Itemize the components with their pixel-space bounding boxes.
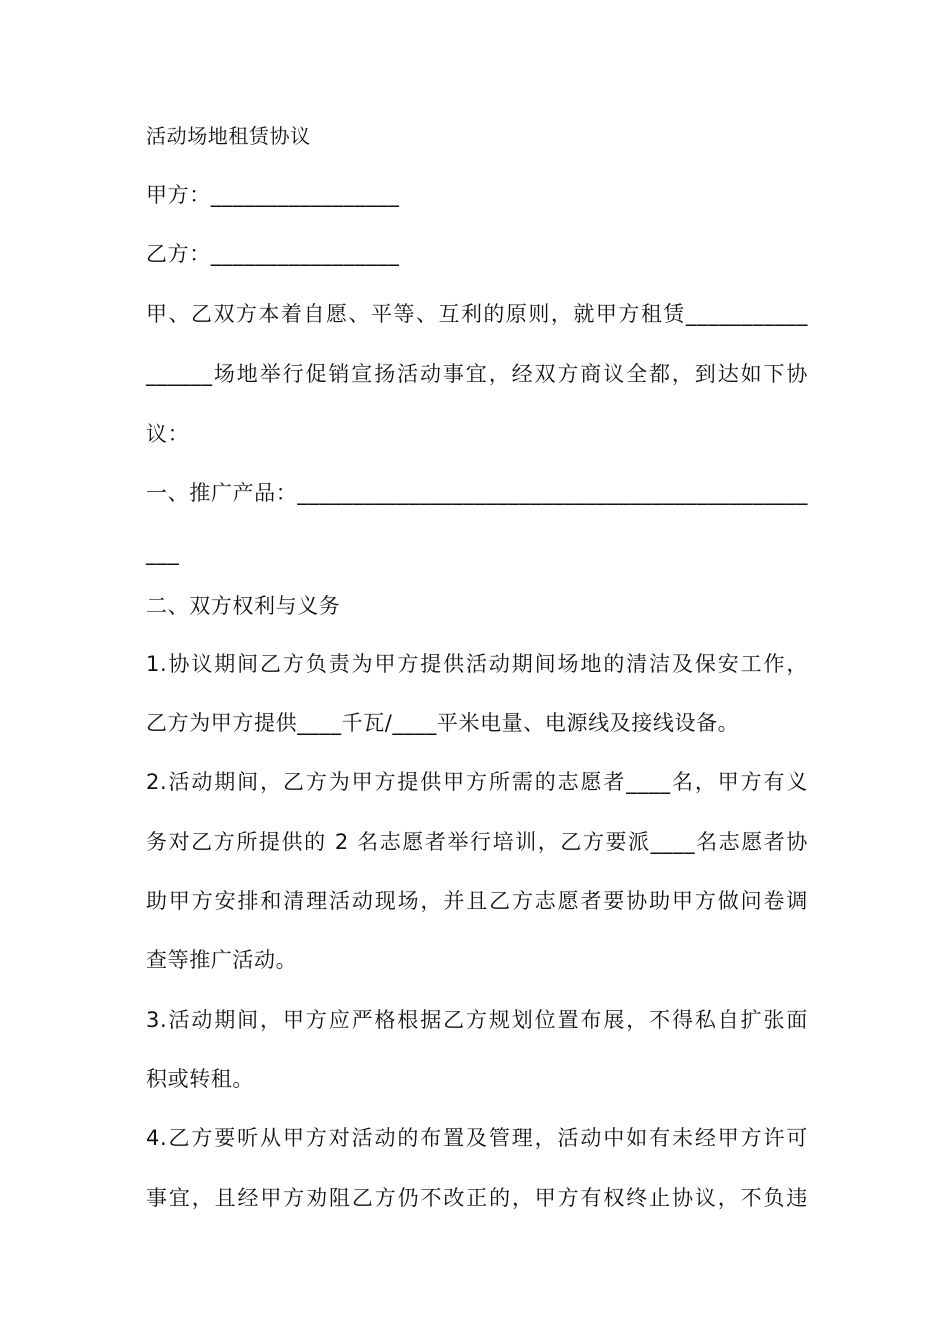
intro-line-1: 甲、乙双方本着自愿、平等、互利的原则，就甲方租赁___________	[146, 302, 808, 326]
intro-line-3: 议：	[146, 422, 190, 446]
section1-line-2: ___	[146, 541, 180, 565]
item3-line-2: 积或转租。	[146, 1067, 254, 1091]
item2-line-4: 查等推广活动。	[146, 948, 298, 972]
intro-line-2: ______场地举行促销宣扬活动事宜，经双方商议全都，到达如下协	[146, 362, 808, 386]
item1-line-2: 乙方为甲方提供____千瓦/____平米电量、电源线及接线设备。	[146, 711, 740, 735]
item2-line-1: 2.活动期间，乙方为甲方提供甲方所需的志愿者____名，甲方有义	[146, 770, 808, 794]
item2-line-3: 助甲方安排和清理活动现场，并且乙方志愿者要协助甲方做问卷调	[146, 889, 808, 913]
section2-heading: 二、双方权利与义务	[146, 594, 341, 618]
item1-line-1: 1.协议期间乙方负责为甲方提供活动期间场地的清洁及保安工作，	[146, 652, 808, 676]
party-a-line: 甲方：_________________	[146, 183, 400, 207]
item4-line-2: 事宜，且经甲方劝阻乙方仍不改正的，甲方有权终止协议，不负违	[146, 1186, 808, 1210]
item4-line-1: 4.乙方要听从甲方对活动的布置及管理，活动中如有未经甲方许可	[146, 1126, 808, 1150]
item2-line-2: 务对乙方所提供的 2 名志愿者举行培训，乙方要派____名志愿者协	[146, 830, 808, 854]
document-title: 活动场地租赁协议	[146, 124, 311, 148]
section1-line-1: 一、推广产品：______________________________________________	[146, 481, 808, 505]
item3-line-1: 3.活动期间，甲方应严格根据乙方规划位置布展，不得私自扩张面	[146, 1008, 808, 1032]
party-b-line: 乙方：_________________	[146, 242, 400, 266]
